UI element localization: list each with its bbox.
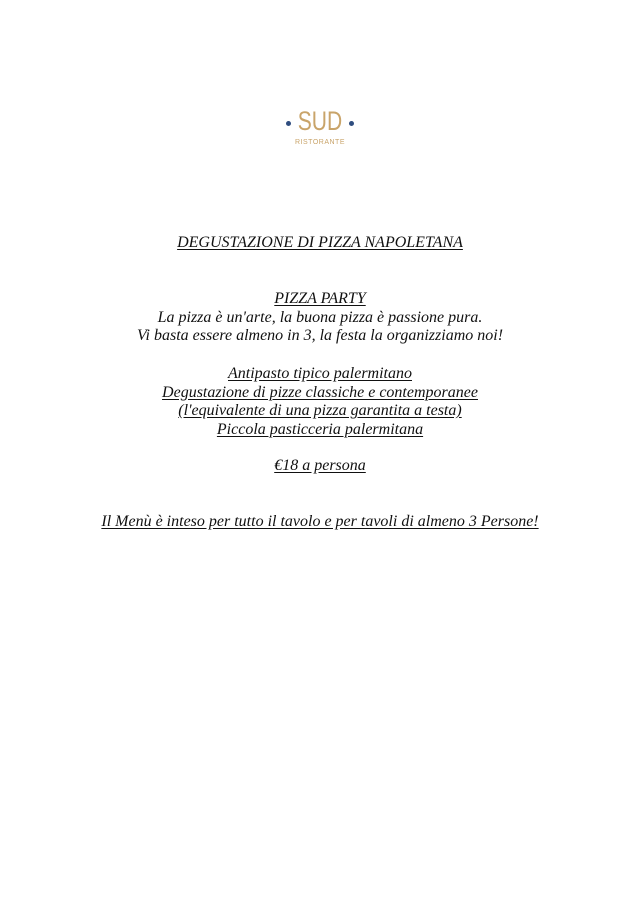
logo-right-dot — [349, 121, 354, 126]
pizza-party-line: La pizza è un'arte, la buona pizza è passione pura. — [157, 308, 483, 326]
menu-items-block — [0, 365, 640, 439]
restaurant-logo — [280, 106, 360, 154]
price-label: €18 a persona — [274, 457, 366, 474]
logo-left-dot — [286, 121, 291, 126]
menu-item: Degustazione di pizze classiche e contemporanee — [162, 383, 478, 401]
logo-subtitle: RISTORANTE — [295, 139, 345, 146]
price-block — [0, 457, 640, 476]
menu-item: (l'equivalente di una pizza garantita a testa) — [178, 402, 462, 419]
pizza-party-title: PIZZA PARTY — [274, 290, 366, 307]
note-block — [0, 513, 640, 532]
menu-item: Antipasto tipico palermitano — [228, 365, 412, 382]
menu-note: Il Menù è inteso per tutto il tavolo e per tavoli di almeno 3 Persone! — [101, 513, 539, 530]
menu-item: Piccola pasticceria palermitana — [216, 420, 424, 438]
logo-wordmark: SUD — [297, 106, 343, 136]
menu-heading: DEGUSTAZIONE DI PIZZA NAPOLETANA — [177, 234, 463, 251]
pizza-party-line: Vi basta essere almeno in 3, la festa la organizziamo noi! — [136, 327, 504, 344]
menu-heading-block — [0, 234, 640, 253]
pizza-party-block — [0, 290, 640, 346]
